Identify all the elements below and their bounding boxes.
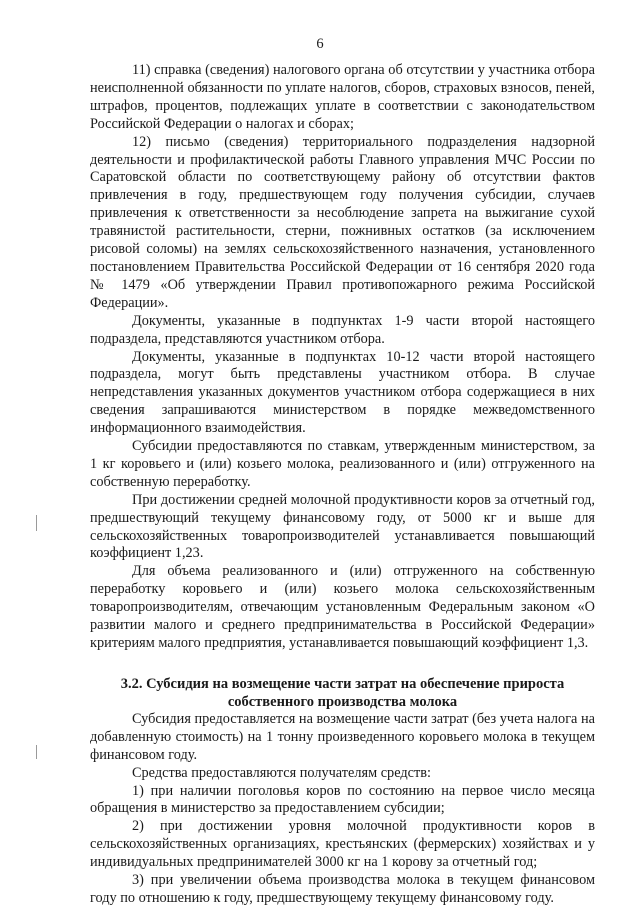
section-heading-line: собственного производства молока [227, 693, 458, 710]
paragraph: При достижении средней молочной продуктивности коров за отчетный год, предшествующий текущему финансовому году, от 5000 кг и выше для сельскохозяйственных товаропроизводителей устанавливается повышающий коэффициент 1,23. [90, 491, 595, 562]
paragraph: Средства предоставляются получателям средств: [132, 764, 431, 781]
scan-mark [36, 745, 37, 759]
body-text [90, 62, 595, 908]
paragraph: Документы, указанные в подпунктах 10-12 части второй настоящего подраздела, могут быть представлены участником отбора. В случае непредставления указанных документов участником отбора содержащиеся в них сведения запрашиваются министерством в порядке межведомственного информационного взаимодействия. [90, 348, 595, 437]
paragraph: Субсидия предоставляется на возмещение части затрат (без учета налога на добавленную стоимость) на 1 тонну произведенного коровьего молока в текущем финансовом году. [90, 710, 595, 763]
list-item: 1) при наличии поголовья коров по состоянию на первое число месяца обращения в министерство за предоставлением субсидии; [90, 782, 595, 817]
section-heading-line: 3.2. Субсидия на возмещение части затрат на обеспечение прироста [120, 675, 565, 692]
scan-mark [36, 515, 37, 531]
list-item: 2) при достижении уровня молочной продуктивности коров в сельскохозяйственных организациях, крестьянских (фермерских) хозяйствах и у индивидуальных предпринимателей 3000 кг на 1 корову за отчетный год; [90, 818, 595, 871]
paragraph: 11) справка (сведения) налогового органа об отсутствии у участника отбора неисполненной обязанности по уплате налогов, сборов, страховых взносов, пеней, штрафов, процентов, подлежащих уплате в соответствии с законодательством Российской Федерации о налогах и сборах; [90, 62, 595, 132]
paragraph: Субсидии предоставляются по ставкам, утвержденным министерством, за 1 кг коровьего и (или) козьего молока, реализованного и (или) отгруженного на собственную переработку. [90, 438, 595, 490]
page-number: 6 [316, 36, 324, 52]
paragraph: Для объема реализованного и (или) отгруженного на собственную переработку коровьего и (или) козьего молока сельскохозяйственным товаропроизводителям, отвечающим установленным Федеральным законом «О развитии малого и среднего предпринимательства в Российской Федерации» критериям малого предприятия, устанавливается повышающий коэффициент 1,3. [90, 563, 595, 651]
section-heading [90, 675, 595, 711]
paragraph: Документы, указанные в подпунктах 1-9 части второй настоящего подраздела, представляются участником отбора. [90, 312, 595, 347]
list-item: 3) при увеличении объема производства молока в текущем финансовом году по отношению к году, предшествующему текущему финансовому году. [90, 872, 595, 906]
paragraph: 12) письмо (сведения) территориального подразделения надзорной деятельности и профилактической работы Главного управления МЧС России по Саратовской области по соответствующему району об отсутствии фактов привлечения в году, предшествующем году получения субсидии, случаев привлечения к ответственности за несоблюдение запрета на выжигание сухой травянистой растительности, стерни, пожнивных остатков (за исключением рисовой соломы) на землях сельскохозяйственного назначения, установленного постановлением Правительства Российской Федерации от 16 сентября 2020 года № 1479 «Об утверждении Правил противопожарного режима Российской Федерации». [90, 133, 595, 311]
